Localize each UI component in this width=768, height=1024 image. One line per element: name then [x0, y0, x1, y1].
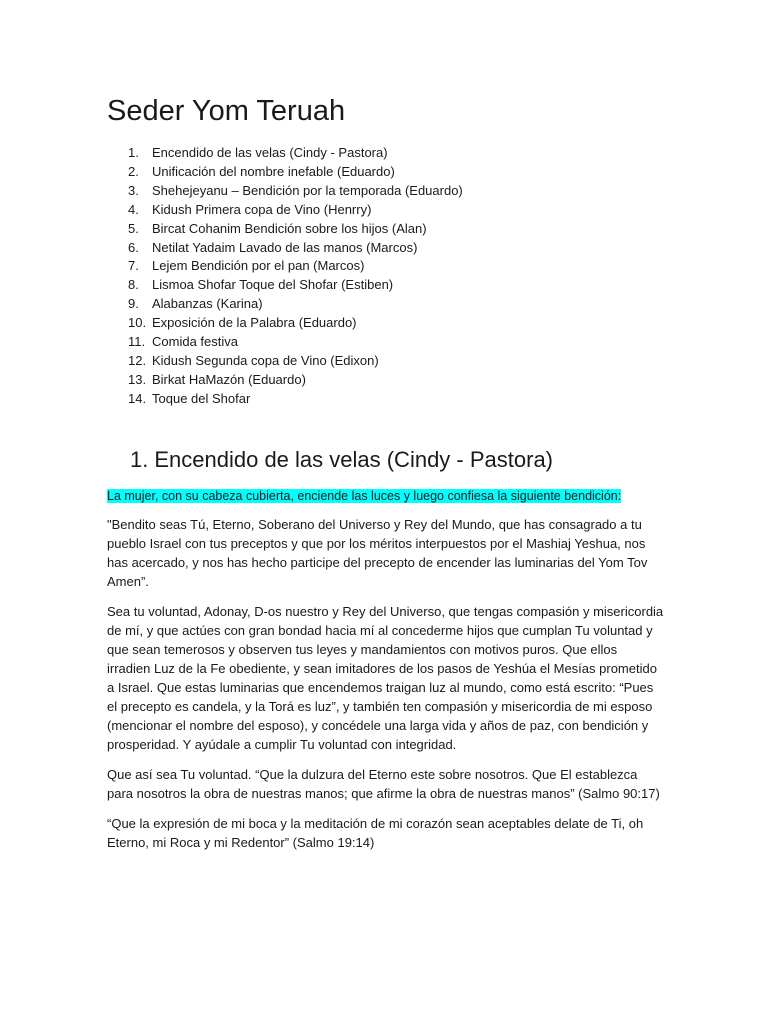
agenda-item	[107, 390, 664, 409]
agenda-item	[107, 220, 664, 239]
prayer-paragraph: Sea tu voluntad, Adonay, D-os nuestro y Rey del Universo, que tengas compasión y misericordia de mí, y que actúes con gran bondad hacia mí al concederme hijos que cumplan Tu voluntad y que sean temerosos y observen tus leyes y mandamientos con motivos puros. Que ellos irradien Luz de la Fe obediente, y sean imitadores de los pasos de Yeshúa el Mesías prometido a Israel. Que estas luminarias que encendemos traigan luz al mundo, como está escrito: “Pues el precepto es candela, y la Torá es luz”, y también ten compasión y misericordia de mi esposo (mencionar el nombre del esposo), y concédele una larga vida y años de paz, con bendición y prosperidad. Y ayúdale a cumplir Tu voluntad con integridad.	[107, 603, 664, 752]
agenda-item	[107, 276, 664, 295]
section-heading	[107, 445, 664, 475]
agenda-item-text: Birkat HaMazón (Eduardo)	[152, 371, 306, 387]
agenda-item	[107, 295, 664, 314]
agenda-item-text: Bircat Cohanim Bendición sobre los hijos (Alan)	[152, 220, 427, 236]
agenda-item-text: Comida festiva	[152, 334, 238, 350]
psalm-90-paragraph: Que así sea Tu voluntad. “Que la dulzura del Eterno este sobre nosotros. Que El establezca para nosotros la obra de nuestras manos; que afirme la obra de nuestras manos” (Salmo 90:17)	[107, 766, 660, 801]
section-number: 1.	[130, 446, 149, 472]
agenda-item-number: 1.	[128, 145, 139, 160]
agenda-item	[107, 257, 664, 276]
agenda-item	[107, 144, 664, 163]
agenda-item-number: 9.	[128, 296, 139, 312]
agenda-item-text: Alabanzas (Karina)	[152, 296, 263, 312]
agenda-item	[107, 314, 664, 333]
agenda-item-text: Toque del Shofar	[152, 390, 251, 406]
agenda-item-number: 6.	[128, 239, 139, 255]
agenda-item-number: 2.	[128, 163, 139, 179]
agenda-item-number: 5.	[128, 220, 139, 236]
agenda-item-number: 14.	[128, 390, 147, 406]
agenda-item-text: Lejem Bendición por el pan (Marcos)	[152, 258, 365, 274]
agenda-item-number: 7.	[128, 258, 139, 274]
agenda-item-text: Shehejeyanu – Bendición por la temporada (Eduardo)	[152, 182, 463, 198]
agenda-list	[107, 144, 664, 409]
agenda-item-text: Encendido de las velas (Cindy - Pastora)	[152, 145, 388, 160]
agenda-item	[107, 352, 664, 371]
highlighted-instruction	[107, 487, 664, 505]
agenda-item	[107, 201, 664, 220]
agenda-item	[107, 371, 664, 390]
agenda-item	[107, 333, 664, 352]
agenda-item-text: Lismoa Shofar Toque del Shofar (Estiben)	[152, 277, 394, 293]
agenda-item	[107, 163, 664, 182]
section-title: Encendido de las velas (Cindy - Pastora)	[154, 446, 554, 472]
agenda-item-text: Exposición de la Palabra (Eduardo)	[152, 315, 357, 331]
agenda-item-number: 11.	[128, 334, 146, 350]
blessing-paragraph: "Bendito seas Tú, Eterno, Soberano del Universo y Rey del Mundo, que has consagrado a tu pueblo Israel con tus preceptos y que por los méritos interpuestos por el Mashiaj Yeshua, nos has acercado, y nos has hecho participe del precepto de encender las luminarias del Yom Tov Amen”.	[107, 516, 648, 589]
agenda-item-number: 10.	[128, 315, 147, 331]
agenda-item-text: Unificación del nombre inefable (Eduardo)	[152, 163, 395, 179]
agenda-item-number: 3.	[128, 182, 139, 198]
agenda-item-number: 4.	[128, 201, 139, 217]
agenda-item-text: Kidush Primera copa de Vino (Henrry)	[152, 201, 372, 217]
agenda-item-number: 8.	[128, 277, 139, 293]
agenda-item-number: 12.	[128, 352, 147, 368]
agenda-item	[107, 182, 664, 201]
agenda-item-number: 13.	[128, 371, 147, 387]
agenda-item	[107, 239, 664, 258]
agenda-item-text: Netilat Yadaim Lavado de las manos (Marcos)	[152, 239, 418, 255]
psalm-19-paragraph: “Que la expresión de mi boca y la meditación de mi corazón sean aceptables delate de Ti, oh Eterno, mi Roca y mi Redentor” (Salmo 19:14)	[107, 815, 644, 850]
document-title: Seder Yom Teruah	[107, 95, 346, 127]
highlighted-text: La mujer, con su cabeza cubierta, enciende las luces y luego confiesa la siguiente bendición:	[107, 488, 622, 503]
agenda-item-text: Kidush Segunda copa de Vino (Edixon)	[152, 352, 379, 368]
